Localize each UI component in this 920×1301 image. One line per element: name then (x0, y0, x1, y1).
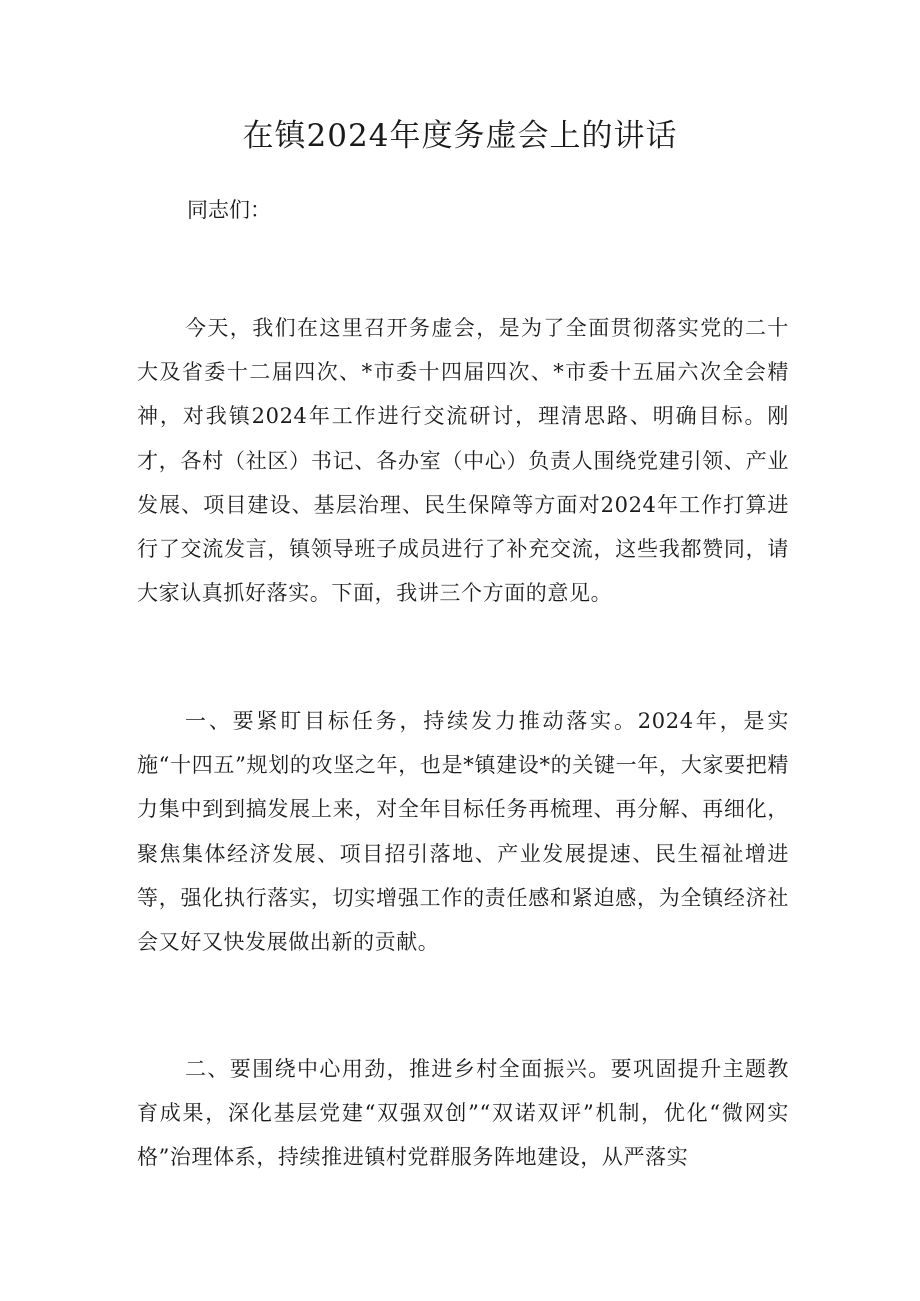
document-title: 在镇2024年度务虚会上的讲话 (242, 118, 678, 154)
paragraph-section-two: 二、要围绕中心用劲，推进乡村全面振兴。要巩固提升主题教育成果，深化基层党建“双强双创”“双诺双评”机制，优化“微网实格”治理体系，持续推进镇村党群服务阵地建设，从严落实 (137, 1057, 789, 1170)
salutation: 同志们： (187, 198, 271, 222)
paragraph-section-one: 一、要紧盯目标任务，持续发力推动落实。2024年，是实施“十四五”规划的攻坚之年，也是*镇建设*的关键一年，大家要把精力集中到到搞发展上来，对全年目标任务再梳理、再分解、再细化，聚焦集体经济发展、项目招引落地、产业发展提速、民生福祉增进等，强化执行落实，切实增强工作的责任感和紧迫感，为全镇经济社会又好又快发展做出新的贡献。 (137, 709, 789, 955)
paragraph-intro: 今天，我们在这里召开务虚会，是为了全面贯彻落实党的二十大及省委十二届四次、*市委十四届四次、*市委十五届六次全会精神，对我镇2024年工作进行交流研讨，理清思路、明确目标。刚才，各村（社区）书记、各办室（中心）负责人围绕党建引领、产业发展、项目建设、基层治理、民生保障等方面对2024年工作打算进行了交流发言，镇领导班子成员进行了补充交流，这些我都赞同，请大家认真抓好落实。下面，我讲三个方面的意见。 (137, 316, 789, 606)
